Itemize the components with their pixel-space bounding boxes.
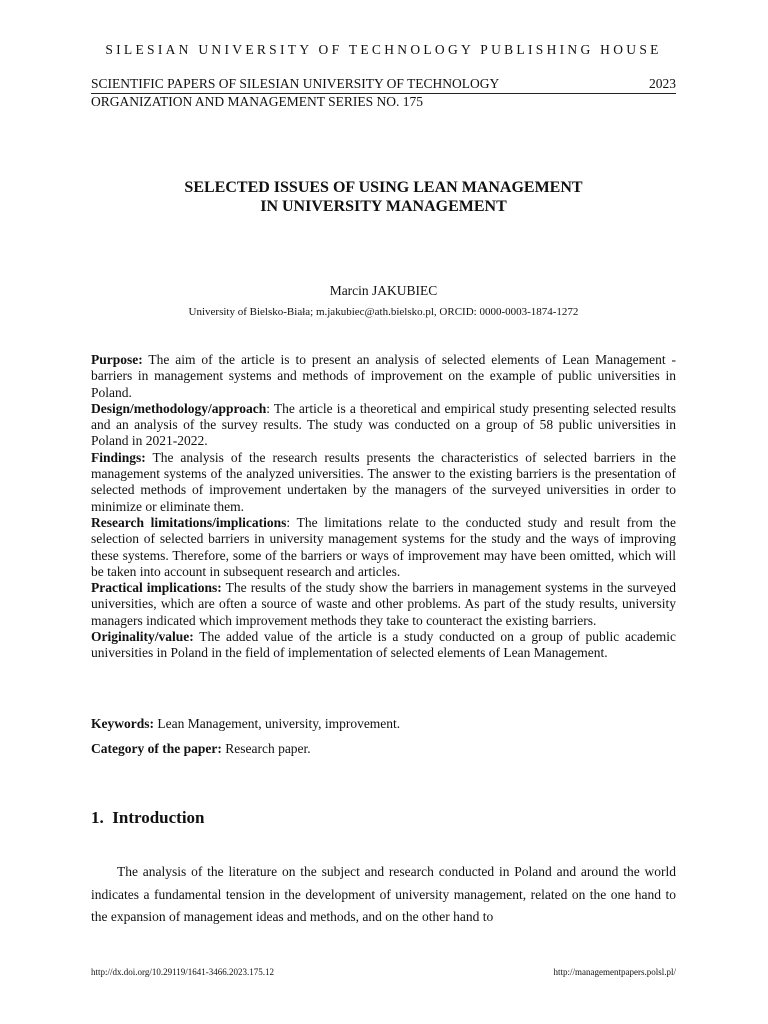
abstract-label: Design/methodology/approach (91, 400, 267, 416)
abstract-label: Practical implications: (91, 580, 222, 596)
abstract-practical (91, 580, 676, 629)
abstract-limitations (91, 515, 676, 580)
category-text: Research paper. (221, 741, 311, 756)
series-name: ORGANIZATION AND MANAGEMENT SERIES NO. 175 (91, 94, 423, 109)
abstract-label: Purpose: (91, 352, 143, 367)
page-footer (91, 967, 676, 977)
section-title: Introduction (112, 808, 205, 827)
abstract-purpose (91, 352, 676, 401)
author-affiliation: University of Bielsko-Biała; m.jakubiec@ath.bielsko.pl, ORCID: 0000-0003-1874-1272 (188, 306, 579, 318)
journal-url-link[interactable]: http://managementpapers.polsl.pl/ (553, 967, 676, 977)
section-heading (91, 808, 205, 828)
keywords (91, 716, 676, 732)
abstract-text: The results of the study show the barriers in management systems in the surveyed universities, which are often a source of waste and other problems. As part of the study results, university managers indicated which improvement methods they take to counteract the existing barriers. (91, 580, 676, 628)
title-line-1: SELECTED ISSUES OF USING LEAN MANAGEMENT (184, 179, 583, 196)
publisher-line: SILESIAN UNIVERSITY OF TECHNOLOGY PUBLISHING HOUSE (105, 42, 662, 57)
category-label: Category of the paper: (91, 741, 222, 756)
keywords-text: Lean Management, university, improvement. (154, 716, 401, 731)
journal-year: 2023 (649, 76, 676, 91)
abstract-label: Findings: (91, 449, 146, 465)
abstract-text: The analysis of the research results presents the characteristics of selected barriers in the management systems of the analyzed universities. The answer to the existing barriers is the presentation of selected methods of improvement undertaken by the managers of the surveyed universities in order to minimize or eliminate them. (91, 449, 676, 514)
journal-header (91, 76, 676, 110)
abstract-design (91, 401, 676, 450)
doi-link[interactable]: http://dx.doi.org/10.29119/1641-3466.2023.175.12 (91, 967, 275, 977)
abstract-text: The added value of the article is a study conducted on a group of public academic universities in Poland in the field of implementation of selected elements of Lean Management. (91, 629, 676, 661)
abstract-label: Originality/value: (91, 629, 194, 645)
abstract (91, 352, 676, 662)
intro-paragraph: The analysis of the literature on the subject and research conducted in Poland and around the world indicates a fundamental tension in the development of university management, related on the one hand to the expansion of management ideas and methods, and on the other hand to (91, 864, 676, 924)
title-line-2: IN UNIVERSITY MANAGEMENT (260, 198, 507, 215)
paper-category (91, 741, 676, 757)
journal-name: SCIENTIFIC PAPERS OF SILESIAN UNIVERSITY OF TECHNOLOGY (91, 76, 500, 91)
abstract-text: : The limitations relate to the conducted study and result from the selection of selected barriers in university management systems for the study and the ways of improving these systems. Therefore, some of the barriers or ways of improvement may have been omitted, which will be taken into account in subsequent research and articles. (91, 514, 676, 579)
abstract-text: The aim of the article is to present an analysis of selected elements of Lean Management - barriers in management systems and methods of improvement on the example of public universities in Poland. (91, 352, 676, 400)
section-number: 1. (91, 808, 104, 827)
abstract-label: Research limitations/implications (91, 514, 287, 530)
keywords-label: Keywords: (91, 716, 154, 731)
abstract-text: : The article is a theoretical and empirical study presenting selected results and an analysis of the survey results. The study was conducted on a group of 58 public universities in Poland in 2021-2022. (91, 400, 676, 449)
paper-title (91, 178, 676, 216)
abstract-findings (91, 450, 676, 515)
journal-row (91, 76, 676, 94)
author-name: Marcin JAKUBIEC (329, 283, 438, 298)
abstract-originality (91, 629, 676, 662)
